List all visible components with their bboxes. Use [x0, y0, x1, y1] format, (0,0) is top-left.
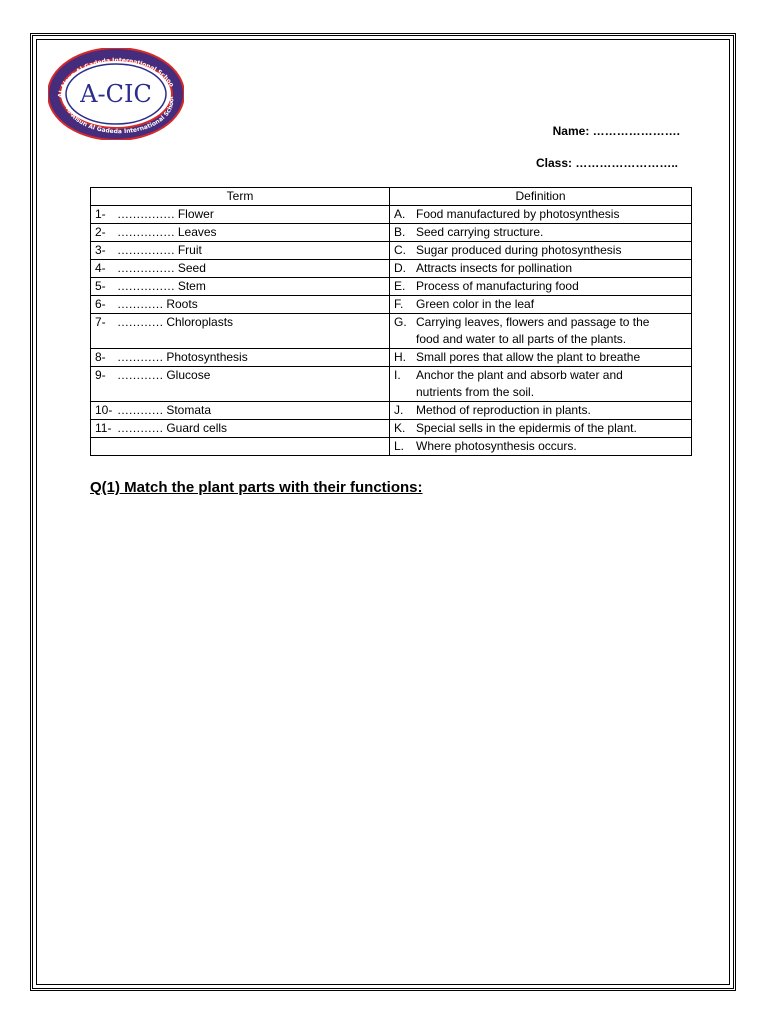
term-label: Stomata	[166, 403, 212, 417]
table-row	[91, 206, 692, 224]
definition-cell	[390, 260, 692, 278]
answer-blank[interactable]: ……………	[117, 243, 175, 257]
svg-text:Al-Alsun Al Gadeda Internation: Al-Alsun Al Gadeda International School	[64, 95, 176, 136]
definition-cell	[390, 367, 692, 402]
term-cell[interactable]	[91, 438, 390, 456]
term-cell[interactable]	[91, 278, 390, 296]
term-cell[interactable]	[91, 420, 390, 438]
term-label: Fruit	[177, 243, 202, 257]
school-logo	[48, 48, 184, 140]
definition-text: Special sells in the epidermis of the plant.	[416, 421, 637, 435]
definition-cell	[390, 242, 692, 260]
definition-text: Method of reproduction in plants.	[416, 403, 591, 417]
answer-blank[interactable]: …………	[117, 315, 163, 329]
table-row	[91, 438, 692, 456]
term-label: Leaves	[177, 225, 217, 239]
definition-text: Sugar produced during photosynthesis	[416, 243, 622, 257]
definition-text: Seed carrying structure.	[416, 225, 544, 239]
term-number: 10-	[95, 403, 113, 417]
svg-text:Al-Alsun Al Gadeda Internation: Al-Alsun Al Gadeda International Schoo	[56, 56, 176, 99]
term-number: 8-	[95, 350, 106, 364]
answer-blank[interactable]: …………	[117, 350, 163, 364]
definition-text: Attracts insects for pollination	[416, 261, 573, 275]
definition-letter: K.	[394, 421, 406, 435]
term-number: 11-	[95, 421, 112, 435]
definition-cell	[390, 224, 692, 242]
name-field[interactable]: Name: ………………….	[552, 124, 680, 138]
definition-cell	[390, 278, 692, 296]
definition-cell	[390, 402, 692, 420]
answer-blank[interactable]: …………	[117, 403, 163, 417]
answer-blank[interactable]: ……………	[117, 279, 175, 293]
page-border	[30, 33, 736, 991]
definition-cell	[390, 420, 692, 438]
svg-text:A-CIC: A-CIC	[80, 80, 152, 108]
term-label: Guard cells	[166, 421, 228, 435]
term-cell[interactable]	[91, 296, 390, 314]
definition-letter: E.	[394, 279, 406, 293]
term-cell[interactable]	[91, 402, 390, 420]
definition-text: Process of manufacturing food	[416, 279, 579, 293]
definition-letter: H.	[394, 350, 406, 364]
term-number: 9-	[95, 368, 106, 382]
definition-cell	[390, 314, 692, 349]
term-number: 3-	[95, 243, 106, 257]
term-label: Roots	[166, 297, 198, 311]
table-row	[91, 402, 692, 420]
term-cell[interactable]	[91, 349, 390, 367]
definition-letter: J.	[394, 403, 404, 417]
answer-blank[interactable]: …………	[117, 368, 163, 382]
term-number: 7-	[95, 315, 106, 329]
term-label: Seed	[177, 261, 206, 275]
matching-table	[90, 187, 692, 456]
term-cell[interactable]	[91, 206, 390, 224]
answer-blank[interactable]: …………	[117, 421, 163, 435]
term-label: Glucose	[166, 368, 211, 382]
table-row	[91, 367, 692, 402]
term-cell[interactable]	[91, 314, 390, 349]
term-label: Stem	[177, 279, 206, 293]
table-row	[91, 296, 692, 314]
definition-letter: C.	[394, 243, 406, 257]
definition-letter: D.	[394, 261, 406, 275]
term-cell[interactable]	[91, 367, 390, 402]
term-number: 4-	[95, 261, 106, 275]
definition-letter: F.	[394, 297, 404, 311]
definition-text: Small pores that allow the plant to breathe	[416, 350, 641, 364]
term-cell[interactable]	[91, 224, 390, 242]
table-row	[91, 314, 692, 349]
answer-blank[interactable]: ……………	[117, 225, 175, 239]
answer-blank[interactable]: ……………	[117, 207, 175, 221]
definition-cell	[390, 206, 692, 224]
definition-text: Carrying leaves, flowers and passage to the food and water to all parts of the plants.	[416, 315, 650, 346]
definition-letter: I.	[394, 368, 401, 382]
table-row	[91, 260, 692, 278]
term-header: Term	[91, 188, 390, 206]
definition-cell	[390, 438, 692, 456]
term-label: Chloroplasts	[166, 315, 234, 329]
term-number: 5-	[95, 279, 106, 293]
definition-letter: L.	[394, 439, 405, 453]
definition-cell	[390, 349, 692, 367]
definition-text: Food manufactured by photosynthesis	[416, 207, 620, 221]
class-field[interactable]: Class: ……………………..	[535, 156, 678, 170]
answer-blank[interactable]: ……………	[117, 261, 175, 275]
term-label: Photosynthesis	[166, 350, 248, 364]
question-title: Q(1) Match the plant parts with their functions:	[90, 479, 423, 496]
table-row	[91, 349, 692, 367]
definition-letter: A.	[394, 207, 406, 221]
term-number: 2-	[95, 225, 106, 239]
term-number: 1-	[95, 207, 106, 221]
definition-text: Green color in the leaf	[416, 297, 535, 311]
definition-letter: G.	[394, 315, 407, 329]
term-cell[interactable]	[91, 242, 390, 260]
answer-blank[interactable]: …………	[117, 297, 163, 311]
definition-letter: B.	[394, 225, 406, 239]
table-row	[91, 278, 692, 296]
term-number: 6-	[95, 297, 106, 311]
table-row	[91, 420, 692, 438]
table-row	[91, 224, 692, 242]
term-label: Flower	[177, 207, 214, 221]
term-cell[interactable]	[91, 260, 390, 278]
table-row	[91, 242, 692, 260]
definition-text: Where photosynthesis occurs.	[416, 439, 577, 453]
definition-header: Definition	[390, 188, 692, 206]
definition-text: Anchor the plant and absorb water and nutrients from the soil.	[416, 368, 623, 399]
definition-cell	[390, 296, 692, 314]
